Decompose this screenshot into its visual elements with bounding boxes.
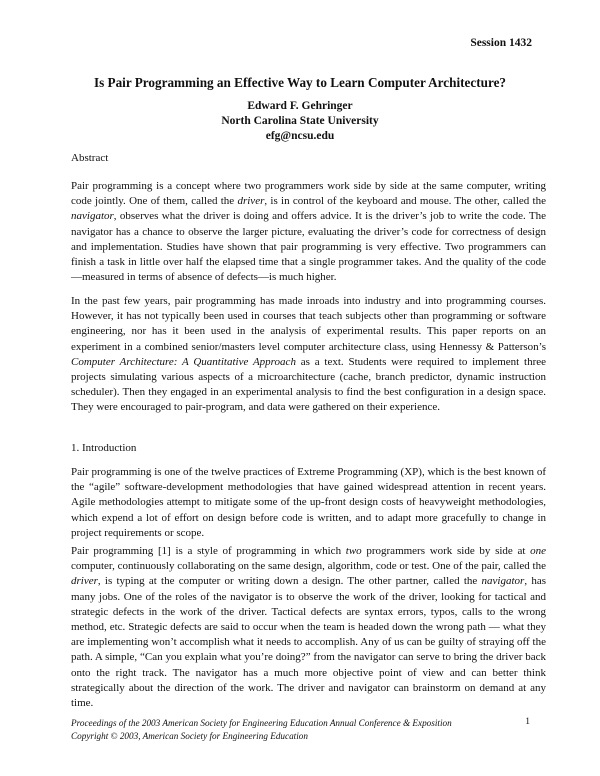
introduction-heading: 1. Introduction	[71, 442, 137, 454]
italic-text-run: one	[530, 545, 546, 557]
author-block	[0, 99, 600, 144]
text-run: Pair programming is one of the twelve practices of Extreme Programming (XP), which is the best known of the “agile” software-development methodologies that have gained widespread attention in recent years. Agile methodologies attempt to mitigate some of the up-front design costs of heavyweight methodologies, which expend a lot of effort on design before code is written, and to adapt more gracefully to change in project requirements or scope.	[71, 466, 546, 539]
paper-title: Is Pair Programming an Effective Way to Learn Computer Architecture?	[93, 75, 507, 90]
italic-text-run: driver	[237, 195, 265, 208]
italic-text-run: driver	[71, 575, 98, 588]
text-run: Pair programming [1] is a style of programming in which	[71, 545, 346, 557]
footer-copyright: Copyright © 2003, American Society for Engineering Education	[71, 731, 308, 741]
text-run: In the past few years, pair programming has made inroads into industry and into programming courses. However, it has not typically been used in courses that teach subjects other than programming or software engineering, nor has it been used in the analysis of experimental results. This paper reports on an experiment in a combined senior/masters level computer architecture class, using Hennessy & Patterson’s	[71, 295, 546, 353]
footer-proceedings: Proceedings of the 2003 American Society for Engineering Education Annual Conference & Exposition	[71, 718, 452, 728]
introduction-paragraph-2	[71, 544, 546, 711]
author-affiliation: North Carolina State University	[221, 115, 379, 127]
italic-text-run: navigator	[481, 575, 525, 588]
text-run: , is in control of the keyboard and mouse. The other, called the	[264, 195, 546, 208]
author-email: efg@ncsu.edu	[265, 130, 335, 142]
text-run: computer, continuously collaborating on the same design, algorithm, code or test. One of the pair, called the	[71, 560, 546, 573]
page-number: 1	[525, 717, 530, 727]
italic-text-run: navigator	[71, 210, 114, 223]
text-run: , observes what the driver is doing and offers advice. It is the driver’s job to write the code. The navigator has a chance to observe the larger picture, evaluating the driver’s code for correctness of design and implementation. Studies have shown that pair programming is very effective. Two programmers can finish a task in little over half the elapsed time that a single programmer takes. And the quality of the code—measured in terms of absence of defects—is much higher.	[71, 210, 546, 284]
abstract-heading: Abstract	[71, 152, 109, 164]
text-run: Pair programming is a concept where two programmers work side by side at the same computer, writing code jointly. One of them, called the	[71, 180, 546, 208]
italic-text-run: Computer Architecture: A Quantitative Approach	[71, 355, 296, 368]
text-run: , is typing at the computer or writing down a design. The other partner, called the	[97, 575, 482, 588]
text-run: programmers work side by side at	[361, 545, 531, 557]
abstract-paragraph-1	[71, 179, 546, 285]
author-name: Edward F. Gehringer	[247, 100, 353, 112]
abstract-paragraph-2	[71, 294, 546, 416]
footer	[71, 717, 452, 743]
session-label: Session 1432	[470, 37, 532, 49]
text-run: , has many jobs. One of the roles of the navigator is to observe the work of the driver, looking for tactical and strategic defects in the work of the driver. Tactical defects are syntax errors, typos, calls to the wrong method, etc. Strategic defects are said to occur when the team is headed down the wrong path — what they are implementing won’t accomplish what it needs to accomplish. Any of us can be guilty of straying off the path. A simple, “Can you explain what you’re doing?” from the navigator can serve to bring the driver back onto the right track. The navigator has a much more objective point of view and can better think strategically about the direction of the work. The driver and navigator can brainstorm on demand at any time.	[71, 575, 546, 710]
italic-text-run: two	[345, 545, 362, 557]
text-run: as a text. Students were required to implement three projects simulating various aspects of a microarchitecture (cache, branch predictor, dynamic instruction scheduler). Then they engaged in an experimental analysis to find the best configuration in a design space. They were encouraged to pair-program, and data were gathered on their experience.	[71, 355, 546, 414]
introduction-paragraph-1	[71, 465, 546, 541]
